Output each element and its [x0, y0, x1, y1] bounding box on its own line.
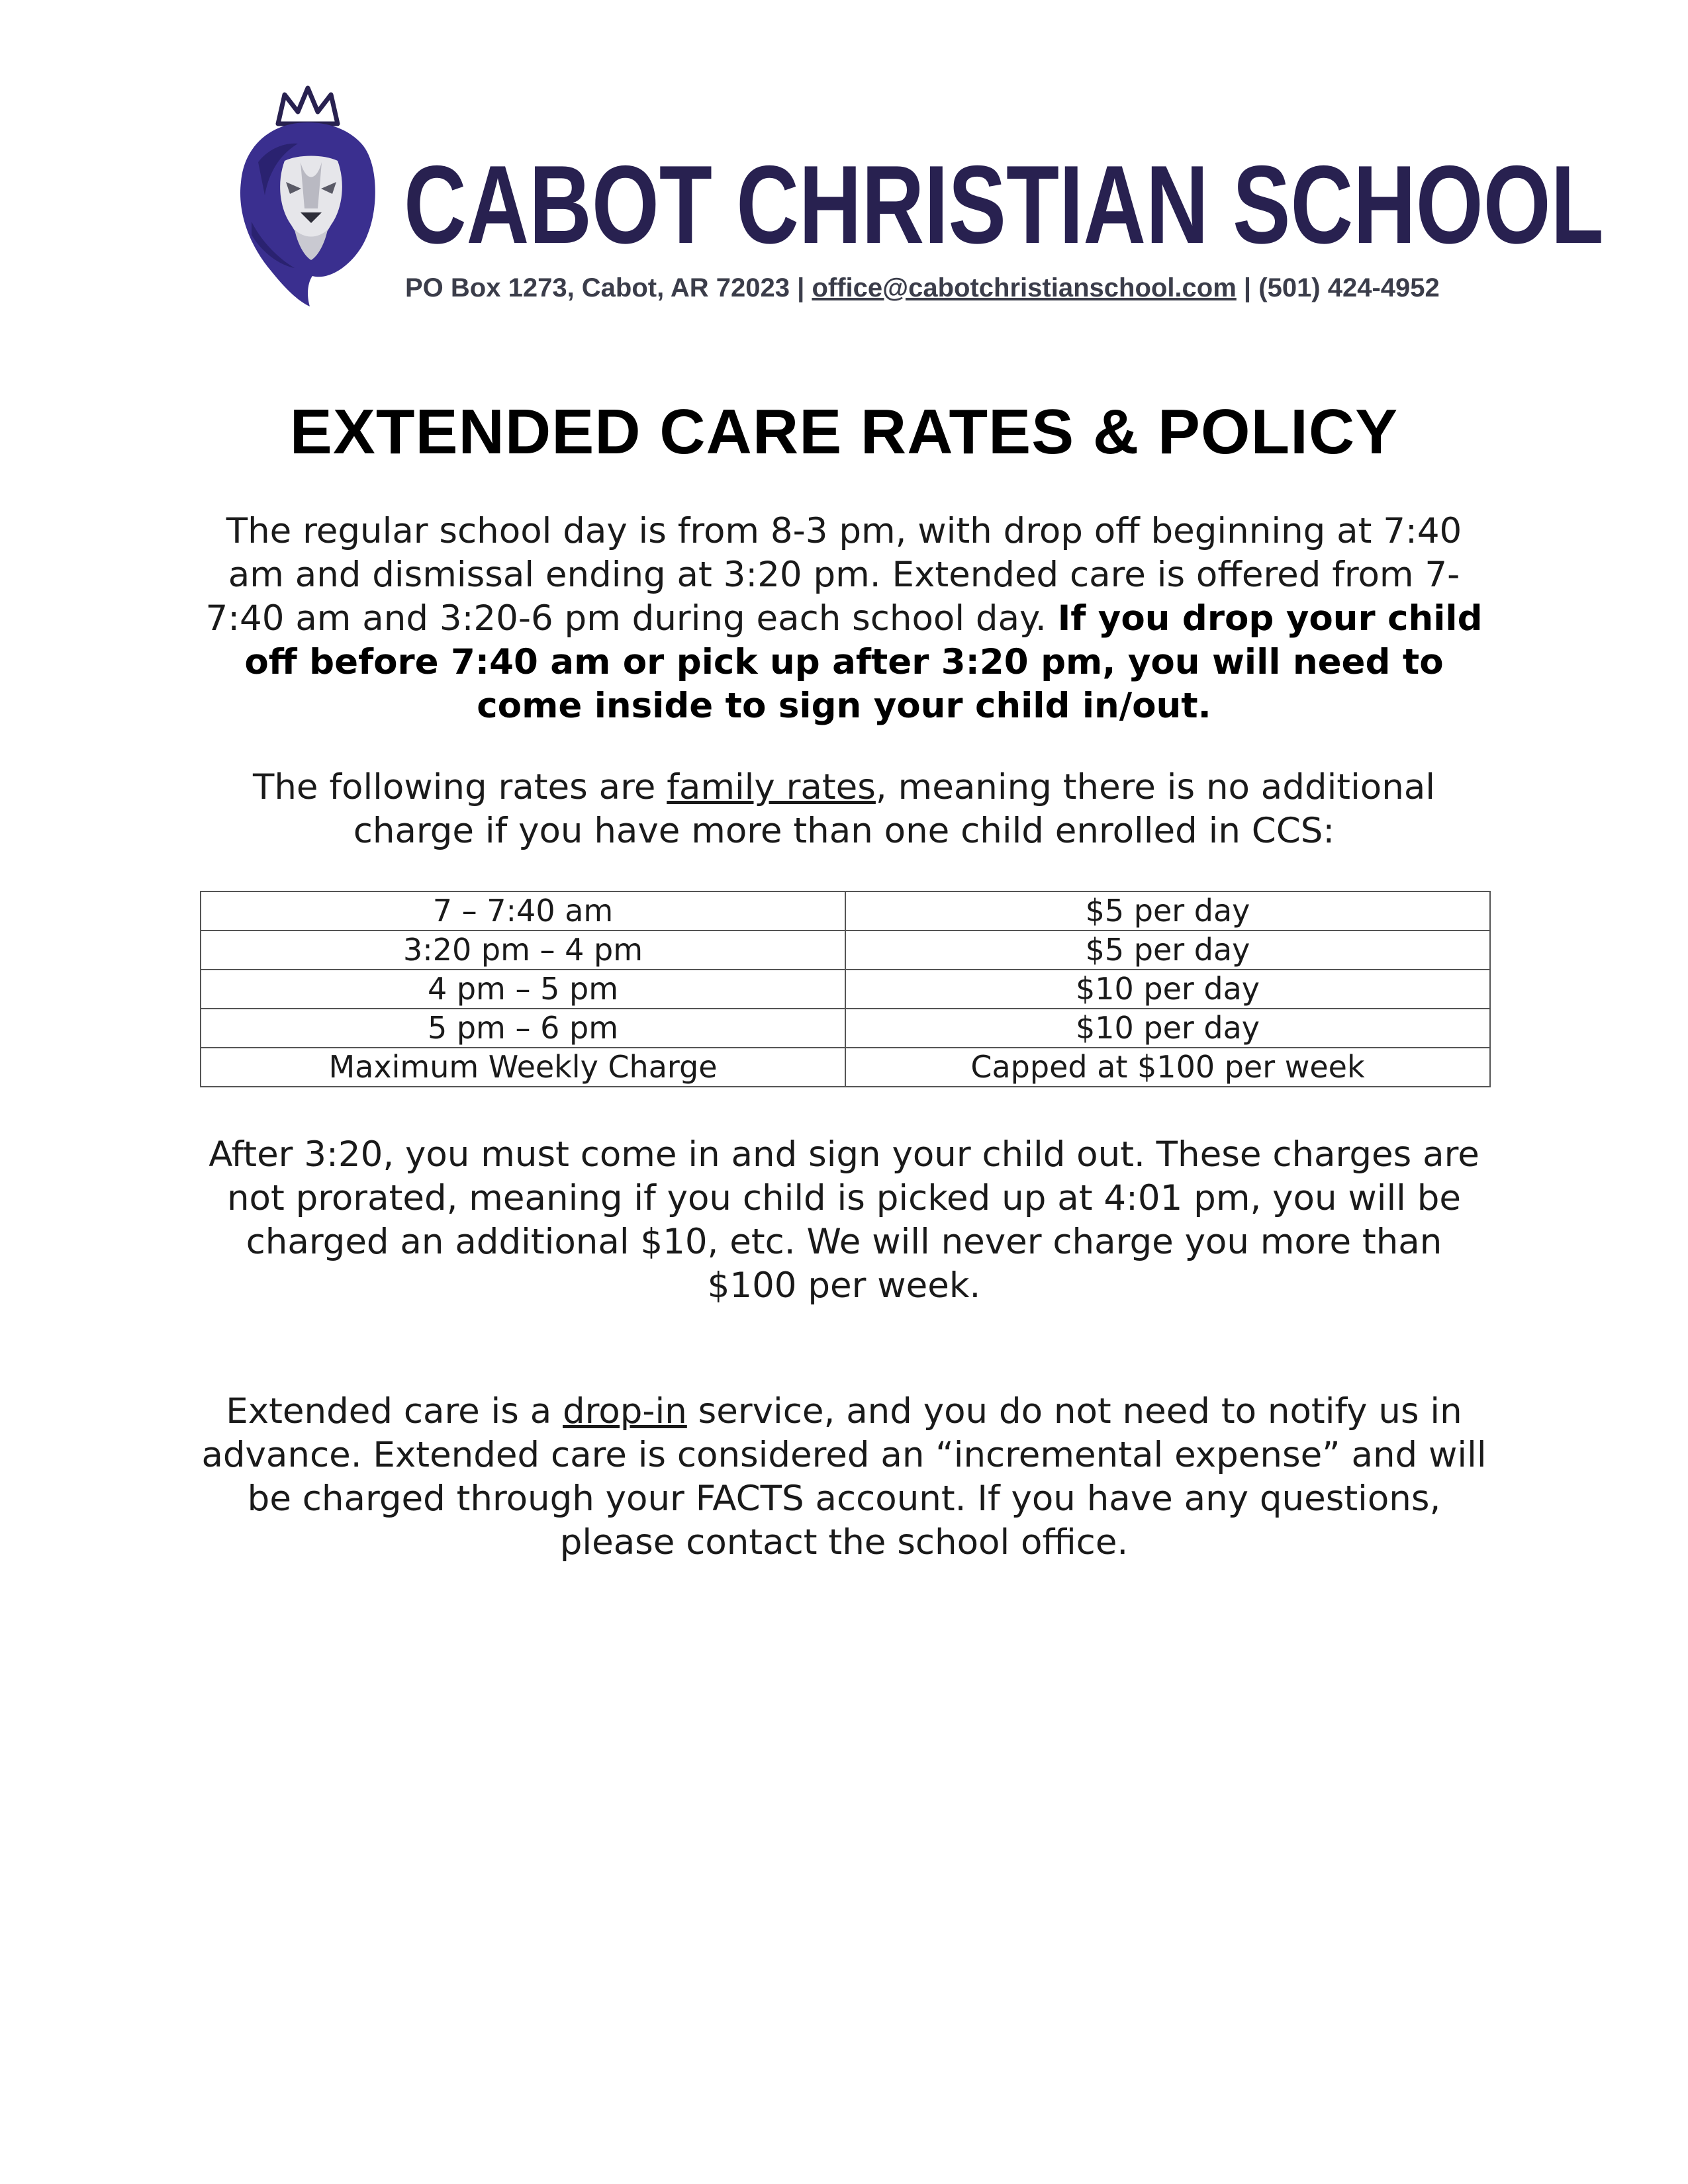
separator: |	[1243, 273, 1252, 302]
time-cell: 4 pm – 5 pm	[201, 970, 845, 1009]
intro-text: The regular school day is from 8-3 pm, with drop off beginning at 7:40 am and dismissal ending at 3:20 pm. Extended care is offered from 7-7:40 am and 3:20-6 pm during each school day.	[205, 511, 1462, 639]
table-row	[201, 1048, 1490, 1087]
time-cell: 7 – 7:40 am	[201, 891, 845, 931]
email-link[interactable]: office@cabotchristianschool.com	[812, 273, 1237, 302]
table-row	[201, 891, 1490, 931]
rate-cell: $5 per day	[845, 891, 1490, 931]
family-rates-underlined: family rates	[667, 767, 876, 807]
time-cell: 5 pm – 6 pm	[201, 1009, 845, 1048]
rate-cell: $5 per day	[845, 931, 1490, 970]
letterhead	[225, 83, 1604, 308]
table-row	[201, 931, 1490, 970]
after-policy-paragraph: After 3:20, you must come in and sign your child out. These charges are not prorated, meaning if you child is picked up at 4:01 pm, you will be charged an additional $10, etc. We will never charge you more than $100 per week.	[209, 1134, 1479, 1306]
contact-line	[405, 273, 1440, 303]
family-rates-after: , meaning there is no additional charge if you have more than one child enrolled in CCS:	[353, 767, 1436, 851]
table-row	[201, 970, 1490, 1009]
time-cell: 3:20 pm – 4 pm	[201, 931, 845, 970]
rate-cell: $10 per day	[845, 970, 1490, 1009]
rate-cell: Capped at $100 per week	[845, 1048, 1490, 1087]
phone: (501) 424-4952	[1258, 273, 1440, 302]
drop-in-underlined: drop-in	[563, 1391, 687, 1432]
time-cell: Maximum Weekly Charge	[201, 1048, 845, 1087]
separator: |	[797, 273, 805, 302]
drop-in-after: service, and you do not need to notify us in advance. Extended care is considered an “incremental expense” and will be charged through your FACTS account. If you have any questions, please contact the school office.	[201, 1391, 1487, 1563]
drop-in-paragraph	[199, 1390, 1489, 1565]
school-name: CABOT CHRISTIAN SCHOOL	[404, 142, 1604, 267]
family-rates-before: The following rates are	[252, 767, 667, 807]
intro-bold-notice: If you drop your child off before 7:40 am or pick up after 3:20 pm, you will need to come inside to sign your child in/out.	[244, 598, 1483, 726]
page-title: EXTENDED CARE RATES & POLICY	[289, 396, 1399, 467]
rates-table	[200, 891, 1491, 1087]
address: PO Box 1273, Cabot, AR 72023	[405, 273, 790, 302]
drop-in-before: Extended care is a	[226, 1391, 563, 1432]
family-rates-paragraph	[199, 766, 1489, 853]
table-row	[201, 1009, 1490, 1048]
rate-cell: $10 per day	[845, 1009, 1490, 1048]
intro-paragraph	[199, 510, 1489, 728]
lion-crown-icon	[232, 83, 384, 308]
